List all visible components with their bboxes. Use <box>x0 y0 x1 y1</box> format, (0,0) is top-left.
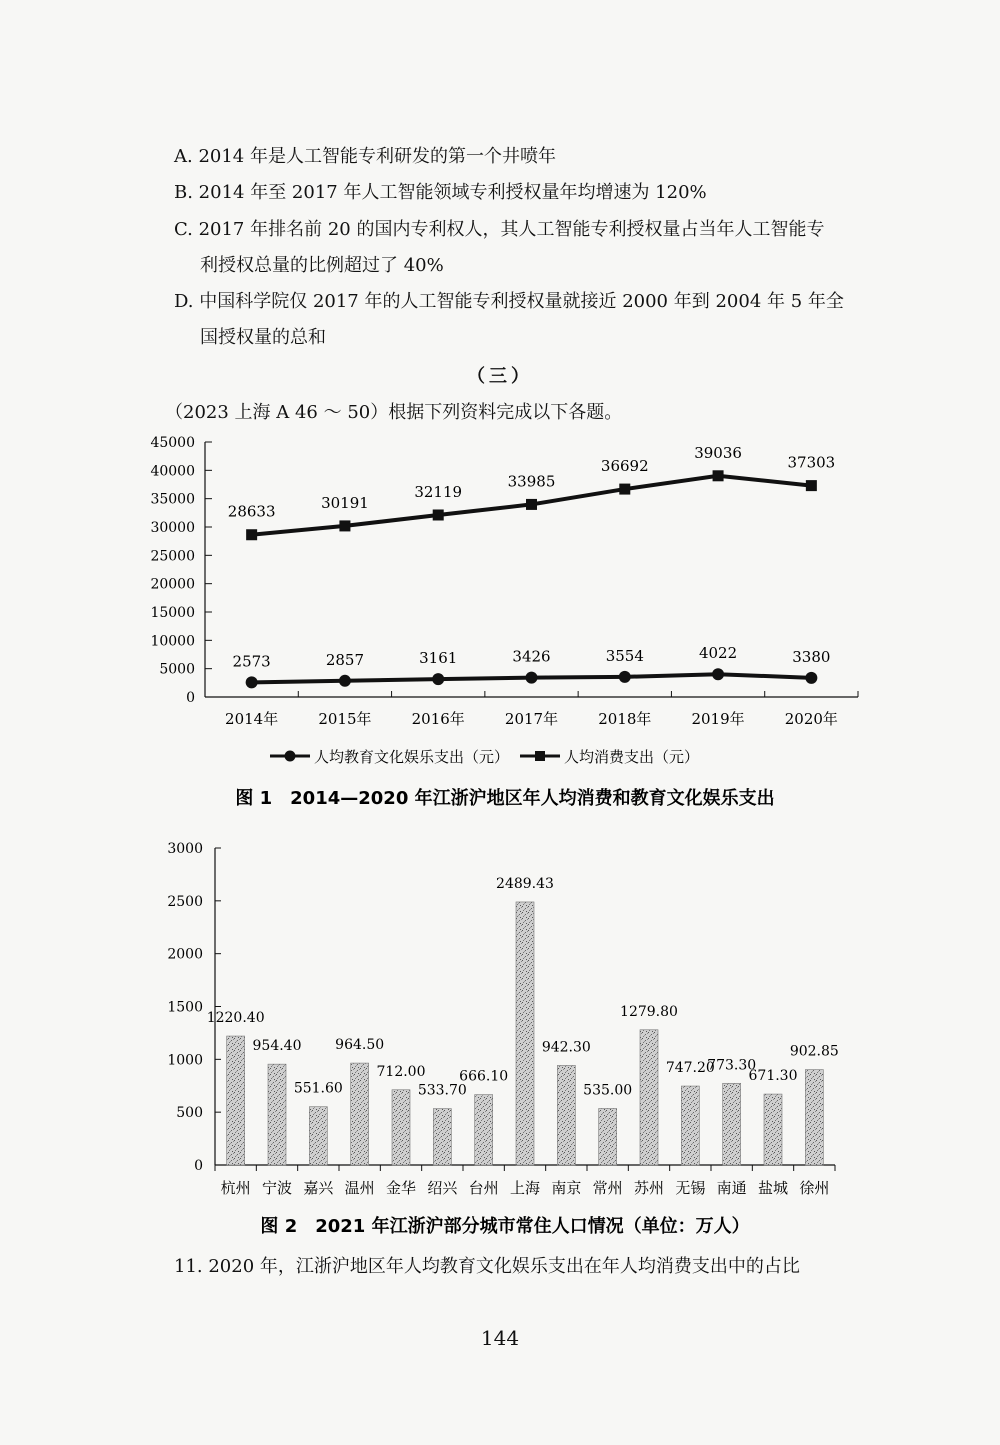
data-label: 2489.43 <box>496 875 554 892</box>
data-point <box>339 675 351 687</box>
question-11: 11. 2020 年，江浙沪地区年人均教育文化娱乐支出在年人均消费支出中的占比 <box>174 1256 800 1277</box>
y-tick-label: 2500 <box>167 893 203 910</box>
data-point <box>526 672 538 684</box>
option-c-line1: C. 2017 年排名前 20 的国内专利权人，其人工智能专利授权量占当年人工智能专 <box>174 219 825 240</box>
chart2-title: 图 2 2021 年江浙沪部分城市常住人口情况（单位：万人） <box>260 1216 750 1235</box>
data-point <box>713 470 724 481</box>
bar <box>433 1109 451 1165</box>
bar <box>640 1030 658 1165</box>
data-label: 747.20 <box>665 1060 715 1077</box>
bar <box>392 1090 410 1165</box>
legend-label: 人均教育文化娱乐支出（元） <box>314 748 510 766</box>
x-tick-label: 2016年 <box>411 710 465 728</box>
bar <box>351 1063 369 1165</box>
y-tick-label: 35000 <box>150 491 195 508</box>
data-point <box>246 529 257 540</box>
y-tick-label: 500 <box>176 1105 203 1122</box>
option-a: A. 2014 年是人工智能专利研发的第一个井喷年 <box>174 146 556 167</box>
data-point <box>806 480 817 491</box>
x-tick-label: 2018年 <box>598 710 652 728</box>
y-tick-label: 40000 <box>150 463 195 480</box>
bar <box>475 1095 493 1165</box>
data-label: 2857 <box>325 650 365 669</box>
bar-chart <box>0 830 1000 1235</box>
option-d-line1: D. 中国科学院仅 2017 年的人工智能专利授权量就接近 2000 年到 2004 年 5 年全 <box>174 291 844 312</box>
x-tick-label: 徐州 <box>799 1179 830 1197</box>
y-tick-label: 1500 <box>167 999 203 1016</box>
data-point <box>526 499 537 510</box>
y-tick-label: 10000 <box>150 633 195 650</box>
data-label: 3380 <box>792 647 831 666</box>
x-tick-label: 温州 <box>344 1179 375 1197</box>
data-label: 4022 <box>698 644 738 663</box>
data-label: 32119 <box>414 482 463 501</box>
bar <box>557 1065 575 1165</box>
x-tick-label: 南通 <box>716 1179 747 1197</box>
page-number: 144 <box>480 1326 520 1350</box>
x-tick-label: 2014年 <box>225 710 279 728</box>
data-label: 39036 <box>694 443 742 462</box>
data-label: 671.30 <box>748 1068 798 1085</box>
intro-text: （2023 上海 A 46 ～ 50）根据下列资料完成以下各题。 <box>165 402 623 423</box>
bar <box>227 1036 245 1165</box>
data-label: 28633 <box>227 502 276 521</box>
data-label: 3426 <box>512 647 551 666</box>
data-label: 535.00 <box>583 1082 633 1099</box>
x-tick-label: 苏州 <box>633 1179 665 1197</box>
data-point <box>433 509 444 520</box>
data-label: 1279.80 <box>620 1003 678 1020</box>
data-point <box>432 673 444 685</box>
data-label: 964.50 <box>335 1037 385 1054</box>
data-label: 3161 <box>419 649 458 668</box>
data-point <box>805 672 817 684</box>
x-tick-label: 宁波 <box>261 1179 293 1197</box>
data-label: 1220.40 <box>206 1010 265 1027</box>
x-tick-label: 南京 <box>551 1179 582 1197</box>
bar <box>599 1108 617 1165</box>
x-tick-label: 绍兴 <box>427 1179 458 1197</box>
y-tick-label: 0 <box>186 690 195 706</box>
data-point <box>619 484 630 495</box>
bar <box>764 1094 782 1165</box>
x-tick-label: 2019年 <box>691 710 745 728</box>
option-b: B. 2014 年至 2017 年人工智能领域专利授权量年均增速为 120% <box>174 182 707 203</box>
data-point <box>712 668 724 680</box>
data-label: 954.40 <box>252 1038 302 1055</box>
data-label: 36692 <box>600 457 649 476</box>
data-label: 30191 <box>321 493 369 512</box>
y-tick-label: 45000 <box>150 435 195 451</box>
legend-marker <box>285 751 296 762</box>
x-tick-label: 杭州 <box>220 1179 251 1197</box>
x-tick-label: 金华 <box>385 1179 417 1197</box>
x-tick-label: 2017年 <box>504 710 559 728</box>
y-tick-label: 20000 <box>150 576 195 593</box>
data-label: 3554 <box>605 646 644 665</box>
x-tick-label: 盐城 <box>757 1179 789 1197</box>
y-tick-label: 5000 <box>159 661 195 678</box>
data-label: 551.60 <box>293 1080 343 1097</box>
x-tick-label: 无锡 <box>675 1179 706 1197</box>
y-tick-label: 1000 <box>167 1052 203 1069</box>
y-tick-label: 0 <box>194 1158 203 1174</box>
bar <box>268 1064 286 1165</box>
bar <box>309 1107 327 1165</box>
x-tick-label: 2015年 <box>318 710 372 728</box>
legend-label: 人均消费支出（元） <box>564 748 700 766</box>
option-c-line2: 利授权总量的比例超过了 40% <box>200 255 444 276</box>
section-title: （三） <box>467 366 533 387</box>
y-tick-label: 30000 <box>150 520 195 536</box>
bar <box>681 1086 699 1165</box>
bar <box>516 902 534 1165</box>
chart1-title: 图 1 2014—2020 年江浙沪地区年人均消费和教育文化娱乐支出 <box>235 788 775 809</box>
data-label: 902.85 <box>789 1043 839 1060</box>
data-label: 712.00 <box>376 1063 426 1080</box>
data-label: 773.30 <box>707 1057 757 1074</box>
y-tick-label: 25000 <box>150 548 195 565</box>
y-tick-label: 15000 <box>150 605 195 621</box>
data-label: 533.70 <box>417 1082 467 1099</box>
y-tick-label: 2000 <box>167 946 203 963</box>
x-tick-label: 嘉兴 <box>303 1179 334 1197</box>
option-d-line2: 国授权量的总和 <box>200 327 326 348</box>
bar <box>723 1083 741 1165</box>
data-label: 666.10 <box>459 1068 509 1085</box>
data-label: 942.30 <box>541 1039 591 1056</box>
data-label: 2573 <box>232 652 271 671</box>
legend-marker <box>535 751 545 761</box>
data-label: 33985 <box>507 472 556 491</box>
data-label: 37303 <box>787 453 836 472</box>
data-point <box>246 676 258 688</box>
line-chart <box>0 420 1000 815</box>
x-tick-label: 常州 <box>592 1179 623 1197</box>
y-tick-label: 3000 <box>167 841 203 857</box>
data-point <box>619 671 631 683</box>
x-tick-label: 上海 <box>509 1179 541 1197</box>
bar <box>805 1070 823 1165</box>
x-tick-label: 台州 <box>468 1179 499 1197</box>
data-point <box>339 520 350 531</box>
x-tick-label: 2020年 <box>784 710 838 728</box>
